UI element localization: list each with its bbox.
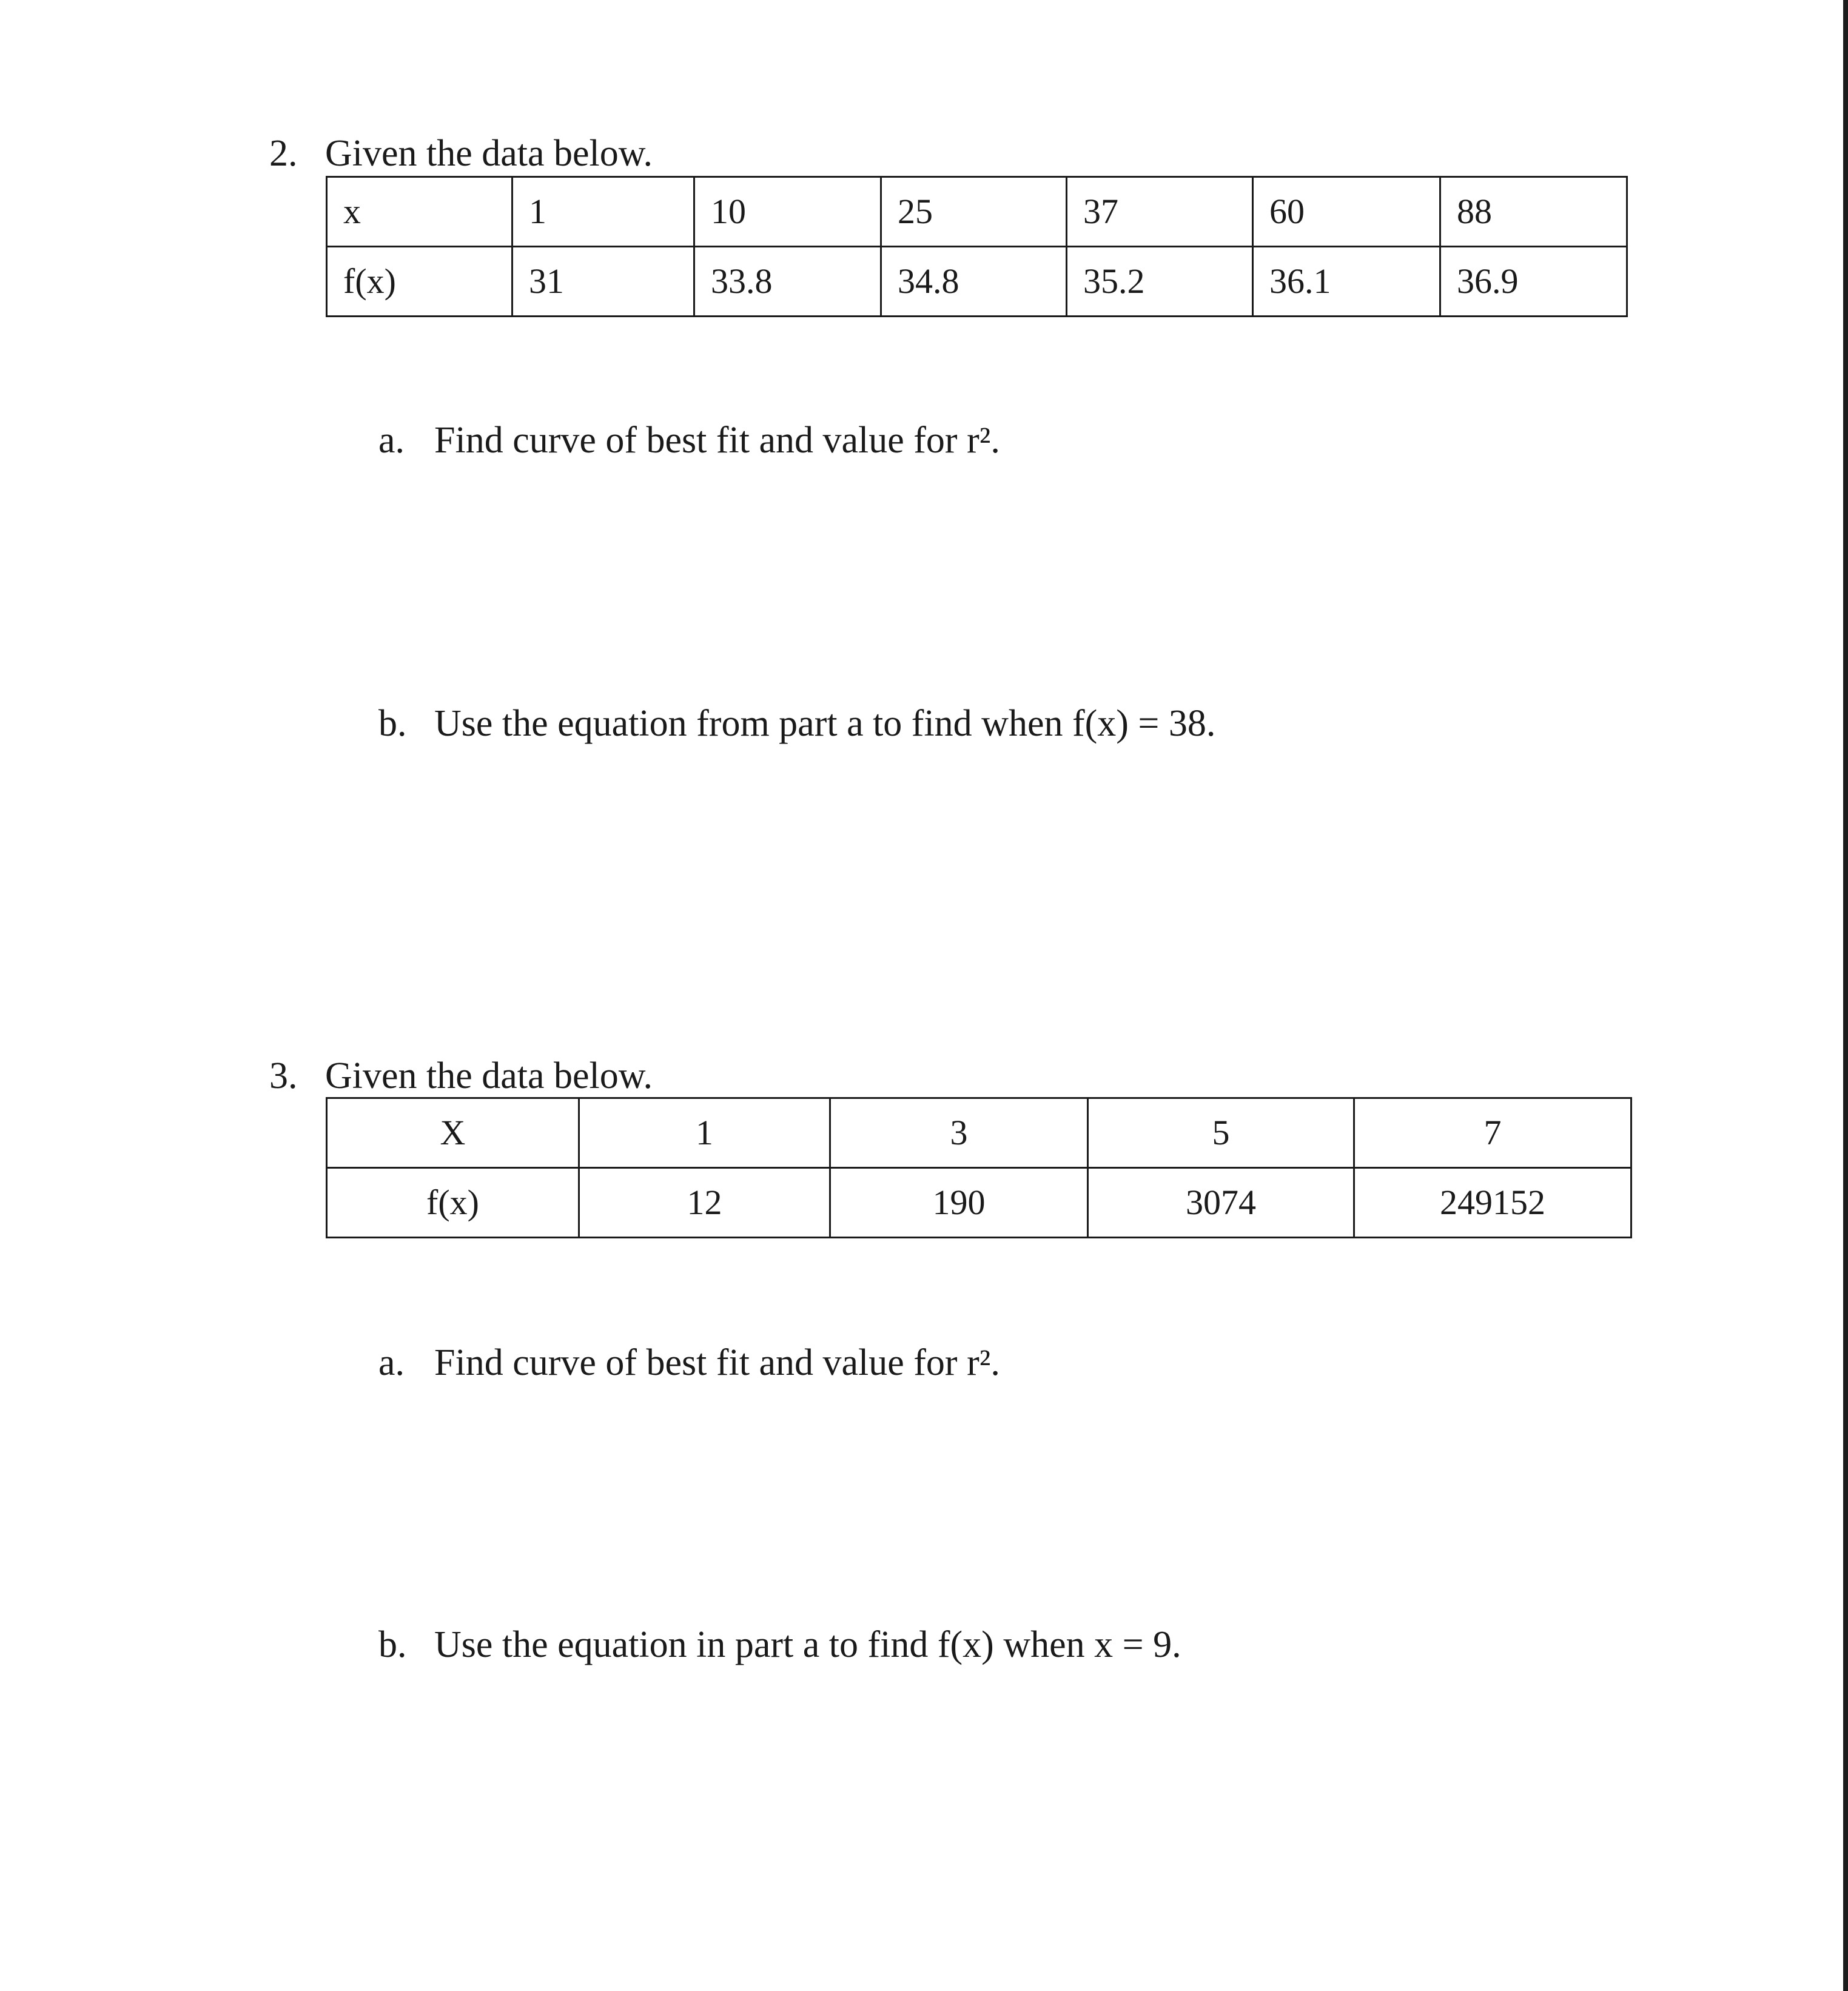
question-3-number: 3. bbox=[269, 1055, 298, 1096]
table-cell: 34.8 bbox=[881, 247, 1067, 317]
question-3-part-b bbox=[378, 1626, 1181, 1664]
table-cell: 12 bbox=[579, 1168, 830, 1238]
question-2-heading-text: Given the data below. bbox=[325, 133, 653, 174]
table-cell: 10 bbox=[694, 177, 881, 247]
part-text: Find curve of best fit and value for r². bbox=[434, 420, 1000, 461]
table-cell: 5 bbox=[1088, 1098, 1354, 1168]
table-cell: 249152 bbox=[1354, 1168, 1631, 1238]
question-2-part-a bbox=[378, 421, 1000, 459]
table-cell: f(x) bbox=[327, 1168, 579, 1238]
table-cell: 36.9 bbox=[1440, 247, 1627, 317]
table-cell: 37 bbox=[1067, 177, 1253, 247]
part-letter: b. bbox=[378, 1624, 407, 1665]
table-row bbox=[327, 1168, 1631, 1238]
page-edge bbox=[1843, 0, 1848, 1991]
table-cell: 31 bbox=[512, 247, 694, 317]
part-letter: a. bbox=[378, 1342, 405, 1383]
part-letter: a. bbox=[378, 420, 405, 461]
table-cell: 3 bbox=[830, 1098, 1088, 1168]
question-2-heading bbox=[269, 135, 653, 172]
table-cell: f(x) bbox=[327, 247, 512, 317]
table-cell: 190 bbox=[830, 1168, 1088, 1238]
table-cell: 1 bbox=[512, 177, 694, 247]
part-text: Use the equation from part a to find when f(x) = 38. bbox=[434, 703, 1216, 744]
question-2-part-b bbox=[378, 705, 1215, 742]
question-3-heading-text: Given the data below. bbox=[325, 1055, 653, 1096]
table-row bbox=[327, 1098, 1631, 1168]
table-cell: 25 bbox=[881, 177, 1067, 247]
part-text: Find curve of best fit and value for r². bbox=[434, 1342, 1000, 1383]
part-letter: b. bbox=[378, 703, 407, 744]
table-cell: 88 bbox=[1440, 177, 1627, 247]
table-cell: 35.2 bbox=[1067, 247, 1253, 317]
table-cell: 33.8 bbox=[694, 247, 881, 317]
table-cell: x bbox=[327, 177, 512, 247]
question-3-part-a bbox=[378, 1344, 1000, 1382]
table-cell: 60 bbox=[1253, 177, 1440, 247]
table-cell: 7 bbox=[1354, 1098, 1631, 1168]
table-cell: X bbox=[327, 1098, 579, 1168]
part-text: Use the equation in part a to find f(x) when x = 9. bbox=[434, 1624, 1181, 1665]
question-2-number: 2. bbox=[269, 133, 298, 174]
question-3-heading bbox=[269, 1057, 653, 1095]
table-cell: 3074 bbox=[1088, 1168, 1354, 1238]
table-row bbox=[327, 247, 1627, 317]
table-cell: 1 bbox=[579, 1098, 830, 1168]
table-cell: 36.1 bbox=[1253, 247, 1440, 317]
table-row bbox=[327, 177, 1627, 247]
question-3-data-table bbox=[326, 1097, 1632, 1238]
question-2-data-table bbox=[326, 176, 1628, 317]
